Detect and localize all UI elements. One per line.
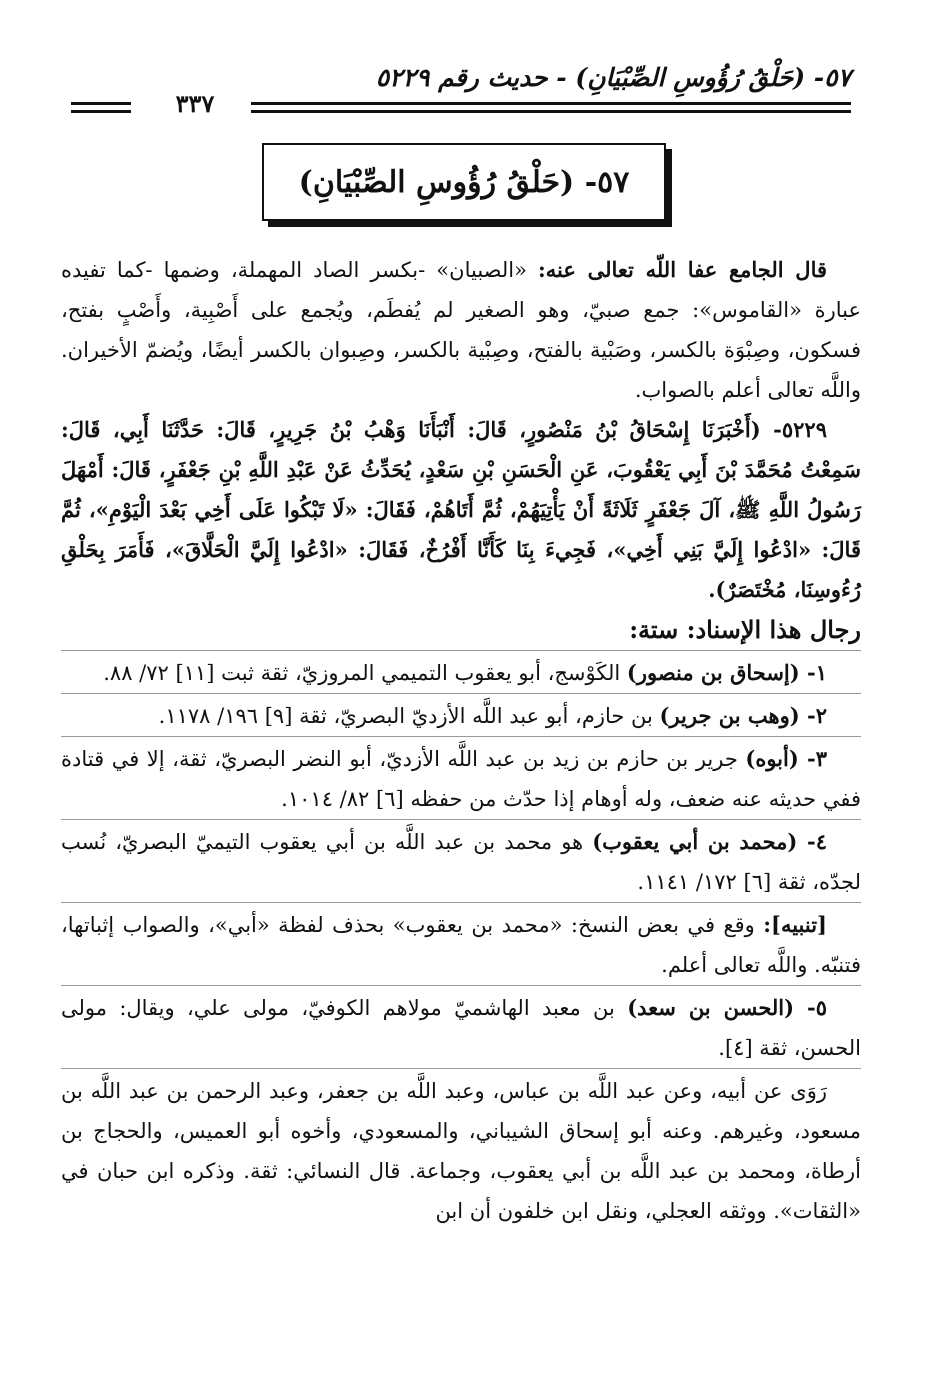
narrator-entry — [61, 819, 861, 902]
header-rule-line — [251, 110, 851, 113]
note-text: وقع في بعض النسخ: «محمد بن يعقوب» بحذف لفظة «أبي»، والصواب إثباتها، فتنبّه. واللَّه تعالى أعلم. — [61, 913, 861, 977]
narrator-entry — [61, 736, 861, 819]
intro-text: «الصبيان» -بكسر الصاد المهملة، وضمها -كما تفيده عبارة «القاموس»: جمع صبيّ، وهو الصغير لم يُفطَم، ويُجمع على أَصْبِية، وأَصْبٍ بفتح، فسكون، وصِبْوَة بالكسر، وصَبْية بالفتح، وصِبْية بالكسر، وصِبوان بالكسر أيضًا، ويُضمّ الأخيران. واللَّه تعالى أعلم بالصواب. — [61, 258, 861, 402]
narrator-text: جرير بن حازم بن زيد بن عبد اللَّه الأزديّ، أبو النضر البصريّ، ثقة، إلا في قتادة ففي حديثه عنه ضعف، وله أوهام إذا حدّث من حفظه [٦] ٨٢/ ١٠١٤. — [61, 747, 861, 811]
note-label: [تنبيه]: — [763, 912, 827, 937]
header-rule-line — [251, 102, 851, 105]
document-body — [61, 250, 861, 1231]
header-rule-line — [71, 102, 131, 105]
narrator-text: هو محمد بن عبد اللَّه بن أبي يعقوب التيميّ البصريّ، نُسب لجدّه، ثقة [٦] ١٧٢/ ١١٤١. — [61, 830, 861, 894]
narrator-entry — [61, 650, 861, 693]
narrator-name: ٤- (محمد بن أبي يعقوب) — [592, 829, 828, 854]
narrator-name: ٣- (أبوه) — [745, 746, 827, 771]
intro-lead: قال الجامع عفا اللّه تعالى عنه: — [538, 257, 827, 282]
narrator-name: ٢- (وهب بن جرير) — [659, 703, 827, 728]
section-heading: رجال هذا الإسناد: ستة: — [629, 615, 861, 644]
narrator-entry — [61, 985, 861, 1068]
narrator-name: ٥- (الحسن بن سعد) — [627, 995, 827, 1020]
chapter-title-box — [262, 143, 666, 221]
note-paragraph — [61, 902, 861, 985]
closing-paragraph: رَوَى عن أبيه، وعن عبد اللَّه بن عباس، وعبد اللَّه بن جعفر، وعبد الرحمن بن عبد اللَّه بن مسعود، وغيرهم. وعنه أبو إسحاق الشيباني، والمسعودي، وأخوه أبو العميس، والحجاج بن أرطاة، ومحمد بن عبد اللَّه بن أبي يعقوب، وجماعة. قال النسائي: ثقة. وذكره ابن حبان في «الثقات». ووثقه العجلي، ونقل ابن خلفون أن ابن — [61, 1068, 861, 1231]
intro-paragraph — [61, 250, 861, 410]
narrator-text: بن معبد الهاشميّ مولاهم الكوفيّ، مولى علي، ويقال: مولى الحسن، ثقة [٤]. — [61, 996, 861, 1060]
header-rule-line — [71, 110, 131, 113]
chapter-title: ٥٧- (حَلْقُ رُؤُوسِ الصِّبْيَانِ) — [298, 164, 630, 200]
narrator-text: بن حازم، أبو عبد اللَّه الأزديّ البصريّ، ثقة [٩] ١٩٦/ ١١٧٨. — [158, 704, 660, 728]
page-number: ٣٣٧ — [175, 89, 215, 118]
narrator-text: الكَوْسج، أبو يعقوب التميمي المروزيّ، ثقة ثبت [١١] ٧٢/ ٨٨. — [103, 661, 627, 685]
running-head: ٥٧- (حَلْقُ رُؤُوسِ الصِّبْيَانِ) - حديث رقم ٥٢٢٩ — [375, 63, 851, 92]
narrator-name: ١- (إسحاق بن منصور) — [626, 660, 827, 685]
hadith-text: ٥٢٢٩- (أَخْبَرَنَا إِسْحَاقُ بْنُ مَنْصُورٍ، قَالَ: أَنْبَأَنَا وَهْبُ بْنُ جَرِيرٍ، قَالَ: حَدَّثَنَا أَبِي، قَالَ: سَمِعْتُ مُحَمَّدَ بْنَ أَبِي يَعْقُوبَ، عَنِ الْحَسَنِ بْنِ سَعْدٍ، يُحَدِّثُ عَنْ عَبْدِ اللَّهِ بْنِ جَعْفَرٍ، قَالَ: أَمْهَلَ رَسُولُ اللَّهِ ﷺ، آلَ جَعْفَرٍ ثَلَاثَةً أَنْ يَأْتِيَهُمْ، ثُمَّ أَتَاهُمْ، فَقَالَ: «لَا تَبْكُوا عَلَى أَخِي بَعْدَ الْيَوْمِ»، ثُمَّ قَالَ: «ادْعُوا إِلَيَّ بَنِي أَخِي»، فَجِيءَ بِنَا كَأَنَّا أَفْرُخٌ، فَقَالَ: «ادْعُوا إِلَيَّ الْحَلَّاقَ»، فَأَمَرَ بِحَلْقِ رُءُوسِنَا، مُخْتَصَرٌ). — [61, 417, 861, 602]
narrator-entry — [61, 693, 861, 736]
